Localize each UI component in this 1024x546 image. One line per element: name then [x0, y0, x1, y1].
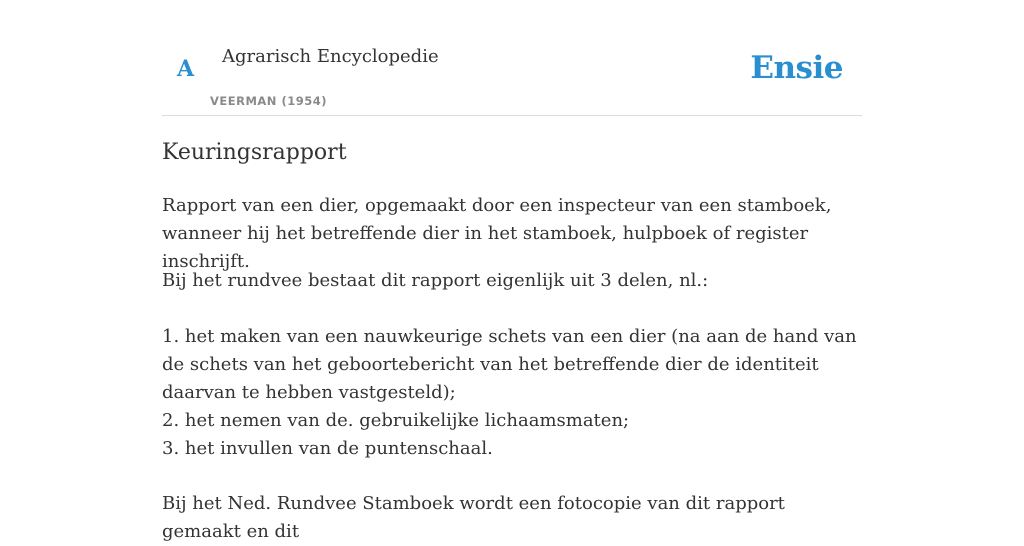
paragraph-definition: Rapport van een dier, opgemaakt door een inspecteur van een stamboek, wanneer hij het betreffende dier in het stamboek, hulpboek of register inschrijft. [162, 195, 832, 272]
site-logo[interactable]: Ensie [750, 50, 843, 86]
index-letter[interactable]: A [177, 56, 195, 82]
source-title[interactable]: Agrarisch Encyclopedie [222, 46, 439, 67]
source-author: VEERMAN (1954) [210, 94, 327, 108]
list-item: 1. het maken van een nauwkeurige schets van een dier (na aan de hand van de schets van het geboortebericht van het betreffende dier de identiteit daarvan te hebben vastgesteld); [162, 326, 857, 403]
paragraph-intro: Bij het rundvee bestaat dit rapport eigenlijk uit 3 delen, nl.: [162, 270, 709, 291]
list-item: 3. het invullen van de puntenschaal. [162, 438, 493, 459]
paragraph-continued: Bij het Ned. Rundvee Stamboek wordt een fotocopie van dit rapport gemaakt en dit [162, 493, 785, 542]
article-page [162, 0, 862, 542]
page-title: Keuringsrapport [162, 140, 347, 165]
list-item: 2. het nemen van de. gebruikelijke lichaamsmaten; [162, 410, 630, 431]
article-header [162, 0, 862, 116]
numbered-list [162, 323, 867, 463]
